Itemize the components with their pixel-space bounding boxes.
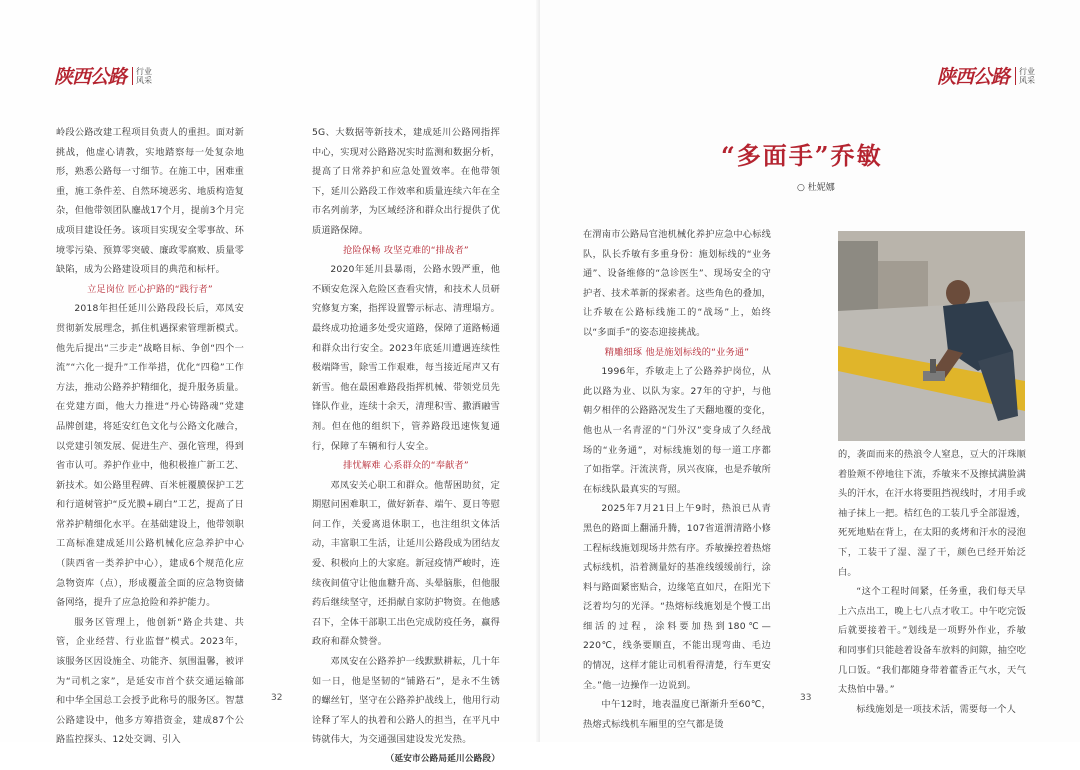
section-subheading: 抢险保畅 攻坚克难的“排战者” — [343, 244, 469, 256]
logo-section-label — [1015, 67, 1035, 85]
body-paragraph: 服务区管理上，他创新“路企共建、共管，企业经营、行业监督”模式。2023年，该服务区因设施全、功能齐、氛围温馨，被评为“司机之家”，是延安市首个获交通运输部和中华全国总工会授予此称号的服务区。智慧公路建设中，他多方筹措资金，建成87个公路监控探头、12处交调、引入 — [56, 616, 244, 746]
body-paragraph: 5G、大数据等新技术，建成延川公路网指挥中心，实现对公路路况实时监测和数据分析，提高了日常养护和应急处置效率。在他带领下，延川公路段工作效率和质量连续六年在全市名列前茅，为区域经济和群众出行提供了优质道路保障。 — [312, 127, 500, 236]
body-paragraph: 中午12时，地表温度已渐渐升至60℃，热熔式标线机车厢里的空气都是烫 — [583, 699, 771, 730]
section-subheading: 排忧解难 心系群众的“奉献者” — [343, 460, 469, 472]
logo-section-bottom: 风采 — [136, 75, 153, 85]
body-paragraph: 邓凤安关心职工和群众。他帮困助贫，定期慰问困难职工，做好新春、端午、夏日等慰问工作，关爱离退休职工，也注组织文体活动，丰富职工生活，让延川公路段成为团结友爱、积极向上的大家庭。新冠疫情严峻时，连续夜间值守让他血糖升高、头晕脑胀，但他服药后继续坚守，还捐献自家防护物资。在他感召下，全体干部职工出色完成防疫任务，赢得政府和群众赞誉。 — [312, 479, 500, 648]
body-paragraph: 2018年担任延川公路段段长后，邓凤安贯彻新发展理念，抓住机遇探索管理新模式。他先后提出“三步走”战略目标、争创“四个一流”“六化一提升”工作举措，优化“四稳”工作方法，推动公路养护精细化，提升服务质量。在党建方面，他大力推进“丹心铸路魂”党建品牌创建，将延安红色文化与公路文化融合，以党建引领发展、促进生产、强化管理，得到省市认可。养护作业中，他积极推广新工艺、新技术。如公路里程碑、百米桩覆膜保护工艺和行道树管护“反光膜+刷白”工艺，提高了日常养护精细化水平。在基础建设上，他带领职工高标准建成延川公路机械化应急养护中心（陕西省一类养护中心），建成6个规范化应急物资库（点），形成覆盖全面的应急物资储备网络，提升了应急抢险和养护能力。 — [56, 303, 244, 609]
article-author: ○ 杜妮娜 — [797, 183, 835, 193]
magazine-logo-right — [937, 62, 1035, 89]
logo-section-top: 行业 — [1019, 66, 1036, 76]
body-paragraph: 邓凤安在公路养护一线默默耕耘，几十年如一日，他是坚韧的“铺路石”，是永不生锈的螺丝钉，坚守在公路养护战线上，他用行动诠释了军人的执着和公路人的担当，在平凡中铸就伟大，为交通强国建设发光发热。 — [312, 656, 500, 746]
logo-wordmark: 陕西公路 — [54, 66, 127, 88]
body-paragraph: 岭段公路改建工程项目负责人的重担。面对新挑战，他虚心请教，实地踏察每一处复杂地形，熟悉公路每一寸细节。在施工中，困难重重，施工条件差、自然环境恶劣、地质构造复杂，但他带领团队鏖战17个月，提前3个月完成项目建设任务。该项目实现安全零事故、环境零污染、预算零突破、廉政零腐败、质量零缺陷，成为公路建设项目的典范和标杆。 — [56, 127, 244, 276]
body-paragraph: 在渭南市公路局官池机械化养护应急中心标线队，队长乔敏有多重身份：施划标线的“业务通”、设备维修的“急诊医生”、现场安全的守护者、技术革新的探索者。这些角色的叠加，让乔敏在公路标线施工的“战场”上，始终以“多面手”的姿态迎接挑战。 — [583, 229, 771, 338]
worker-photo — [838, 231, 1025, 441]
body-paragraph: 2020年延川县暴雨，公路水毁严重，他不顾安危深入危险区查看灾情，和技术人员研究修复方案，指挥设置警示标志、清理塌方。最终成功抢通多处受灾道路，保障了道路畅通和群众出行安全。2023年底延川遭遇连续性极端降雪，除雪工作艰难，每当接近尾声又有新雪。他在最困难路段指挥机械、带领党员先锋队作业，连续十余天，清理积雪、撒洒融雪剂。但在他的组织下，管养路段迅速恢复通行，保障了车辆和行人安全。 — [312, 264, 500, 452]
article-signature: （延安市公路局延川公路段） — [385, 754, 500, 764]
left-column-1 — [56, 123, 244, 750]
body-paragraph: 2025年7月21日上午9时，热浪已从青黑色的路面上翻涌升腾，107省道渭清路小修工程标线施划现场井然有序。乔敏操控着热熔式标线机，沿着测量好的基准线缓缓前行，涂料与路面紧密贴合，边缘笔直如尺，在阳光下泛着均匀的光泽。“热熔标线施划是个慢工出细活的过程，涂料要加热到180℃—220℃，线条要顺直，不能出现弯曲、毛边的情况，这样才能让司机看得清楚，行车更安全。”他一边操作一边说到。 — [583, 503, 771, 691]
body-paragraph: “这个工程时间紧，任务重，我们每天早上六点出工，晚上七八点才收工。中午吃完饭后就要接着干。”划线是一项野外作业，乔敏和同事们只能趁着设备车放料的间隙，抽空吃几口饭。“我们都随身带着藿香正气水，天气太热怕中暑。” — [838, 586, 1026, 696]
left-column-2 — [312, 123, 500, 770]
logo-wordmark: 陕西公路 — [937, 66, 1010, 88]
body-paragraph: 的，袭面而来的热浪令人窒息，豆大的汗珠顺着脸颊不停地往下流，乔敏来不及擦拭满脸满头的汗水，在汗水将要阻挡视线时，才用手或袖子抹上一把。桔红色的工装几乎全部湿透，死死地贴在背上，在太阳的炙烤和汗水的浸泡下，工装干了湿、湿了干，颜色已经开始泛白。 — [838, 449, 1026, 578]
logo-section-top: 行业 — [136, 66, 153, 76]
body-paragraph: 1996年，乔敏走上了公路养护岗位，从此以路为业、以队为家。27年的守护，与他朝夕相伴的公路路况发生了天翻地覆的变化，他也从一名青涩的“门外汉”变身成了久经战场的“业务通”，对标线施划的每一道工序都了如指掌。汗流浃背，夙兴夜寐，也是乔敏所在标线队最真实的写照。 — [583, 366, 771, 495]
page-number-right: 33 — [800, 693, 812, 703]
left-page — [0, 0, 540, 764]
body-paragraph: 标线施划是一项技术活，需要每一个人 — [856, 703, 1016, 715]
article-title: “多面手”乔敏 — [721, 141, 883, 170]
logo-section-bottom: 风采 — [1019, 75, 1036, 85]
photo-illustration — [838, 231, 1025, 441]
page-number-left: 32 — [271, 693, 283, 703]
logo-section-label — [132, 67, 152, 85]
right-column-2 — [838, 445, 1026, 719]
section-subheading: 精雕细琢 他是施划标线的“业务通” — [604, 346, 750, 358]
section-subheading: 立足岗位 匠心护路的“践行者” — [87, 283, 213, 295]
right-column-1 — [583, 225, 771, 734]
magazine-logo-left — [54, 62, 152, 89]
